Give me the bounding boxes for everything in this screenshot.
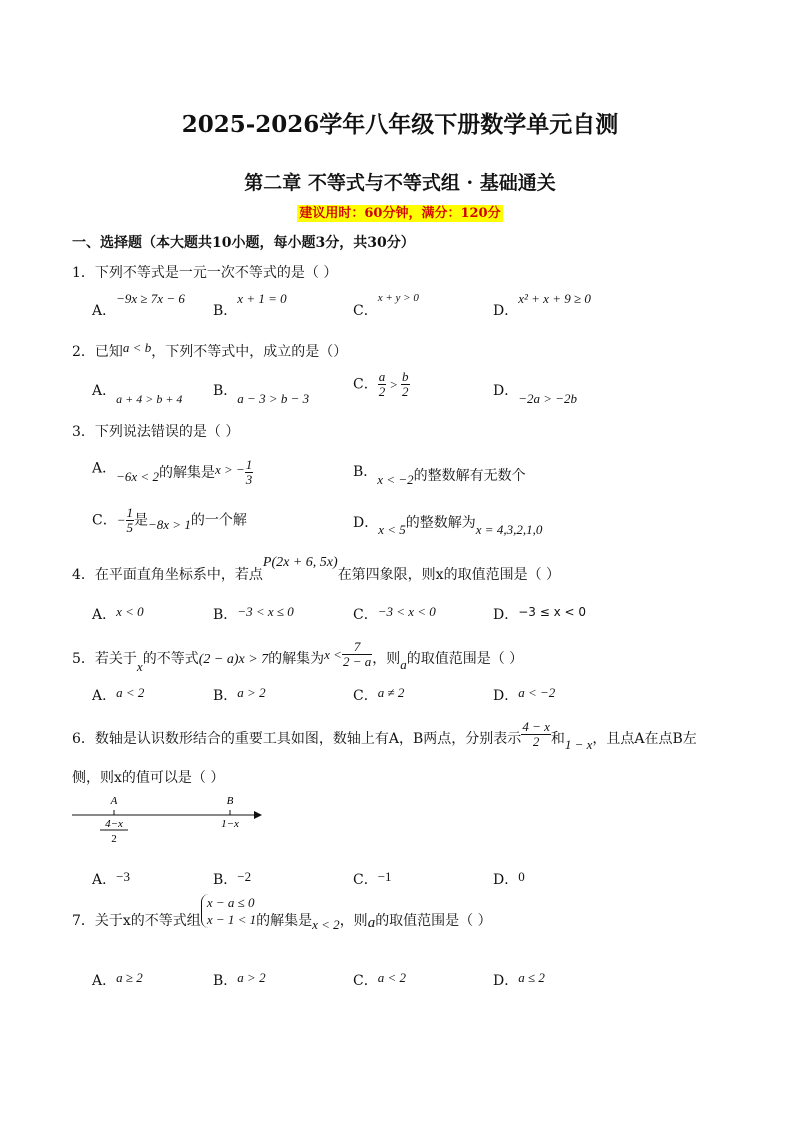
stem-text: 的解集是 [256, 913, 313, 929]
option-math: −3 [116, 869, 130, 884]
option-math: −2 [237, 869, 252, 884]
fraction [126, 506, 135, 535]
option-label: D． [493, 383, 519, 399]
stem-math: P(2x + 6, 5x) [262, 555, 338, 570]
option-math: x > − [214, 461, 245, 477]
option-label: B． [213, 688, 238, 704]
q2-option-d [493, 380, 578, 406]
number-line-arrow [254, 811, 262, 819]
point-b-label: B [226, 795, 234, 807]
option-label: A． [92, 460, 117, 477]
stem-text: 的取值范围是（ ） [375, 913, 492, 929]
stem-math: a < b [122, 340, 152, 355]
system-line-1: x − a ≤ 0 [206, 895, 255, 910]
option-math: −2a > −2b [518, 391, 578, 406]
option-math: −9x ≥ 7x − 6 [116, 291, 185, 306]
stem-text: 7．关于x的不等式组 [72, 913, 201, 929]
option-label: A． [92, 303, 117, 319]
fraction [521, 720, 551, 749]
question-3-stem: 3．下列说法错误的是（ ） [72, 424, 240, 440]
option-math: x < 0 [116, 604, 144, 619]
numerator: 4 − x [522, 719, 550, 734]
option-label: D． [353, 515, 379, 531]
option-label: B． [353, 464, 378, 480]
option-text: 的整数解有无数个 [413, 468, 526, 484]
q4-option-b [213, 604, 294, 624]
option-text: 是 [134, 512, 148, 529]
stem-math: a [400, 656, 407, 672]
option-math: −1 [377, 869, 392, 884]
q1-option-c [353, 292, 419, 320]
option-text: 的整数解为 [405, 515, 476, 531]
option-label: D． [493, 688, 519, 704]
option-math: − [116, 512, 126, 528]
option-math: x² + x + 9 ≥ 0 [518, 291, 591, 306]
stem-text: ，则 [372, 650, 401, 667]
stem-text: 2．已知 [72, 344, 123, 360]
stem-text: 和 [550, 730, 565, 747]
option-text: 的一个解 [190, 512, 247, 529]
option-math: −8x > 1 [148, 516, 191, 532]
stem-math: x < [324, 646, 342, 662]
option-label: A． [92, 688, 117, 704]
question-1-stem: 1．下列不等式是一元一次不等式的是（ ） [72, 265, 338, 281]
option-label: C． [353, 607, 378, 623]
option-math: a ≥ 2 [116, 970, 143, 985]
q3-option-c [92, 506, 247, 535]
option-math: a > 2 [237, 685, 266, 700]
point-a-label: A [110, 795, 118, 807]
option-math: a ≤ 2 [518, 970, 545, 985]
denominator: 3 [245, 472, 253, 487]
q5-option-d [493, 685, 555, 705]
numerator: 7 [353, 639, 361, 654]
document-title: 2025-2026学年八年级下册数学单元自测 [181, 111, 619, 138]
option-math: x + y > 0 [377, 292, 419, 304]
option-math: x < 5 [378, 522, 406, 537]
point-a-numerator: 4−x [105, 818, 123, 830]
stem-text: ，则 [339, 913, 368, 929]
option-label: A． [92, 973, 117, 989]
stem-math: x < 2 [312, 917, 340, 932]
option-label: D． [493, 973, 519, 989]
numerator: 1 [126, 505, 133, 520]
stem-math: (2 − a)x > 7 [198, 651, 269, 667]
option-label: C． [353, 688, 378, 704]
option-math: a < 2 [116, 685, 145, 700]
q2-option-c [353, 370, 410, 399]
option-math: x = 4,3,2,1,0 [475, 522, 543, 537]
q6-option-c [353, 869, 392, 889]
denominator: 2 [378, 384, 386, 399]
option-label: A． [92, 383, 117, 399]
q1-option-b [213, 291, 287, 320]
q3-option-a [92, 454, 253, 487]
time-note [0, 202, 800, 221]
q2-option-b [213, 380, 310, 406]
question-2-stem [72, 341, 347, 361]
point-a-denominator: 2 [111, 833, 117, 845]
q3-option-d [353, 512, 543, 537]
system-line-2: x − 1 < 1 [206, 912, 257, 927]
number-line-figure [68, 788, 268, 848]
option-label: B． [213, 383, 238, 399]
q7-option-c [353, 970, 406, 990]
q5-option-a [92, 685, 144, 705]
stem-math: 1 − x [564, 736, 593, 752]
option-math: 0 [518, 869, 525, 884]
option-label: C． [92, 512, 117, 529]
stem-text: 的不等式 [142, 650, 199, 667]
denominator: 2 − a [342, 654, 372, 669]
fraction [401, 370, 410, 399]
q4-option-c [353, 604, 436, 624]
stem-text: 的解集为 [268, 650, 325, 667]
question-4-stem [72, 555, 561, 584]
q3-option-b [353, 461, 526, 487]
option-math: x + 1 = 0 [237, 291, 287, 306]
q5-option-b [213, 685, 266, 705]
q5-option-c [353, 685, 404, 705]
q4-option-d [493, 604, 586, 624]
option-math: −3 ≤ x < 0 [518, 605, 587, 619]
denominator: 2 [521, 734, 551, 749]
question-5-stem [72, 638, 524, 674]
option-label: D． [493, 872, 519, 888]
section-title: 一、选择题（本大题共10小题，每小题3分，共30分） [72, 235, 415, 251]
q1-option-d [493, 291, 591, 320]
option-label: D． [493, 607, 519, 623]
q6-option-a [92, 869, 130, 889]
stem-text: ，且点A在点B左 [592, 730, 697, 747]
q6-option-b [213, 869, 251, 889]
q7-option-a [92, 970, 143, 990]
q1-option-a [92, 291, 185, 320]
option-label: A． [92, 607, 117, 623]
option-math: −3 < x ≤ 0 [237, 604, 294, 619]
denominator: 5 [126, 520, 133, 535]
option-label: C． [353, 376, 378, 393]
option-label: D． [493, 303, 519, 319]
operator: > [389, 376, 398, 392]
option-label: B． [213, 607, 238, 623]
option-math: −3 < x < 0 [377, 604, 436, 619]
stem-math: x [136, 658, 143, 674]
numerator: a [378, 369, 386, 384]
option-math: a + 4 > b + 4 [116, 392, 183, 406]
question-6-stem-line2: 侧，则x的值可以是（ ） [72, 770, 225, 786]
stem-text: 6．数轴是认识数形结合的重要工具如图，数轴上有A，B两点，分别表示 [72, 730, 522, 747]
option-label: A． [92, 872, 117, 888]
option-math: −6x < 2 [116, 468, 159, 484]
question-7-stem [72, 894, 492, 932]
option-label: B． [213, 303, 238, 319]
q7-option-b [213, 970, 266, 990]
option-label: B． [213, 973, 238, 989]
stem-text: 5．若关于 [72, 650, 137, 667]
option-math: a < −2 [518, 685, 556, 700]
option-label: C． [353, 973, 378, 989]
fraction [245, 458, 254, 487]
inequality-system [201, 894, 256, 928]
stem-text: ，下列不等式中，成立的是（） [151, 344, 348, 360]
option-text: 的解集是 [158, 464, 215, 481]
numerator: 1 [245, 457, 253, 472]
option-label: C． [353, 303, 378, 319]
option-math: a > 2 [237, 970, 266, 985]
stem-text: 4．在平面直角坐标系中，若点 [72, 567, 263, 583]
question-6-stem [72, 714, 697, 752]
stem-math: a [367, 915, 376, 931]
fraction [342, 640, 372, 669]
option-math: a ≠ 2 [377, 685, 405, 700]
point-b-expression: 1−x [221, 818, 239, 830]
numerator: b [402, 369, 409, 384]
option-math: x < −2 [377, 472, 414, 487]
q2-option-a [92, 380, 183, 406]
option-label: B． [213, 872, 238, 888]
time-note-highlight: 建议用时：60分钟，满分：120分 [299, 206, 501, 221]
option-math: a < 2 [377, 970, 406, 985]
option-math: a − 3 > b − 3 [237, 391, 310, 406]
option-label: C． [353, 872, 378, 888]
stem-text: 的取值范围是（ ） [406, 650, 524, 667]
q7-option-d [493, 970, 545, 990]
chapter-subtitle: 第二章 不等式与不等式组 · 基础通关 [244, 172, 556, 194]
q4-option-a [92, 604, 144, 624]
stem-text: 在第四象限，则x的取值范围是（ ） [337, 567, 561, 583]
fraction [378, 370, 387, 399]
q6-option-d [493, 869, 525, 889]
denominator: 2 [402, 384, 409, 399]
